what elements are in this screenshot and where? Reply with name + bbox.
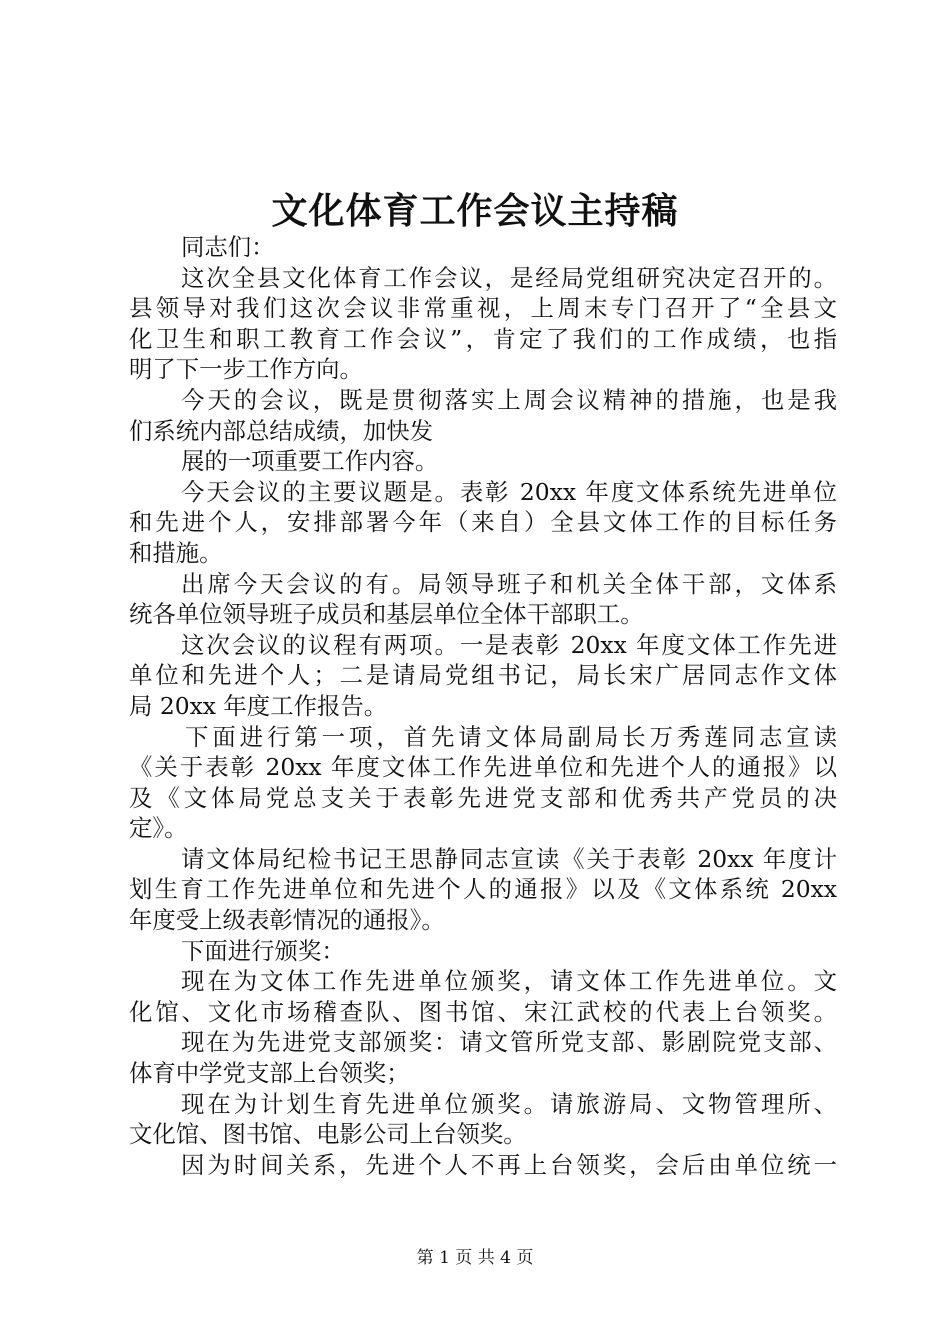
body-line: 同志们： [181,233,275,261]
body-line: 及《文体局党总支关于表彰先进党支部和优秀共产党员的决 [129,783,837,812]
body-line: 定》。 [129,814,188,843]
body-line: 现在为先进党支部颁奖：请文管所党支部、影剧院党支部、 [181,1028,837,1057]
document-body [129,232,837,1180]
body-line: 文化馆、图书馆、电影公司上台领奖。 [129,1120,527,1149]
page-title: 文化体育工作会议主持稿 [271,190,679,232]
body-line: 们系统内部总结成绩，加快发 [129,416,434,445]
body-line: 单位和先进个人；二是请局党组书记，局长宋广居同志作文体 [129,661,837,690]
body-line: 统各单位领导班子成员和基层单位全体干部职工。 [129,600,644,629]
body-line: 县领导对我们这次会议非常重视，上周末专门召开了“全县文 [129,294,837,323]
body-line: 今天的会议，既是贯彻落实上周会议精神的措施，也是我 [181,385,837,414]
body-line: 请文体局纪检书记王思静同志宣读《关于表彰 20xx 年度计 [181,844,837,873]
body-line: 明了下一步工作方向。 [129,355,363,384]
body-line: 和措施。 [129,538,223,567]
body-line: 因为时间关系，先进个人不再上台领奖，会后由单位统一 [181,1150,837,1179]
body-line: 体育中学党支部上台领奖； [129,1059,410,1088]
body-line: 划生育工作先进单位和先进个人的通报》以及《文体系统 20xx [129,875,837,904]
body-line: 现在为计划生育先进单位颁奖。请旅游局、文物管理所、 [181,1089,837,1118]
body-line: 现在为文体工作先进单位颁奖，请文体工作先进单位。文 [181,967,837,996]
body-line: 化馆、文化市场稽查队、图书馆、宋江武校的代表上台领奖。 [129,997,837,1026]
page-footer: 第 1 页 共 4 页 [416,1248,534,1268]
body-line: 下面进行第一项，首先请文体局副局长万秀莲同志宣读 [185,722,837,751]
body-line: 出席今天会议的有。局领导班子和机关全体干部，文体系 [181,569,837,598]
body-line: 《关于表彰 20xx 年度文体工作先进单位和先进个人的通报》以 [129,753,837,782]
body-line: 这次会议的议程有两项。一是表彰 20xx 年度文体工作先进 [181,630,837,659]
body-line: 今天会议的主要议题是。表彰 20xx 年度文体系统先进单位 [181,477,837,506]
body-line: 年度受上级表彰情况的通报》。 [129,906,445,935]
body-line: 下面进行颁奖： [181,936,345,965]
body-line: 化卫生和职工教育工作会议”，肯定了我们的工作成绩，也指 [129,324,837,353]
body-line: 这次全县文化体育工作会议，是经局党组研究决定召开的。 [181,263,837,292]
body-line: 局 20xx 年度工作报告。 [129,691,388,720]
body-line: 展的一项重要工作内容。 [181,447,439,476]
body-line: 和先进个人，安排部署今年（来自）全县文体工作的目标任务 [129,508,837,537]
